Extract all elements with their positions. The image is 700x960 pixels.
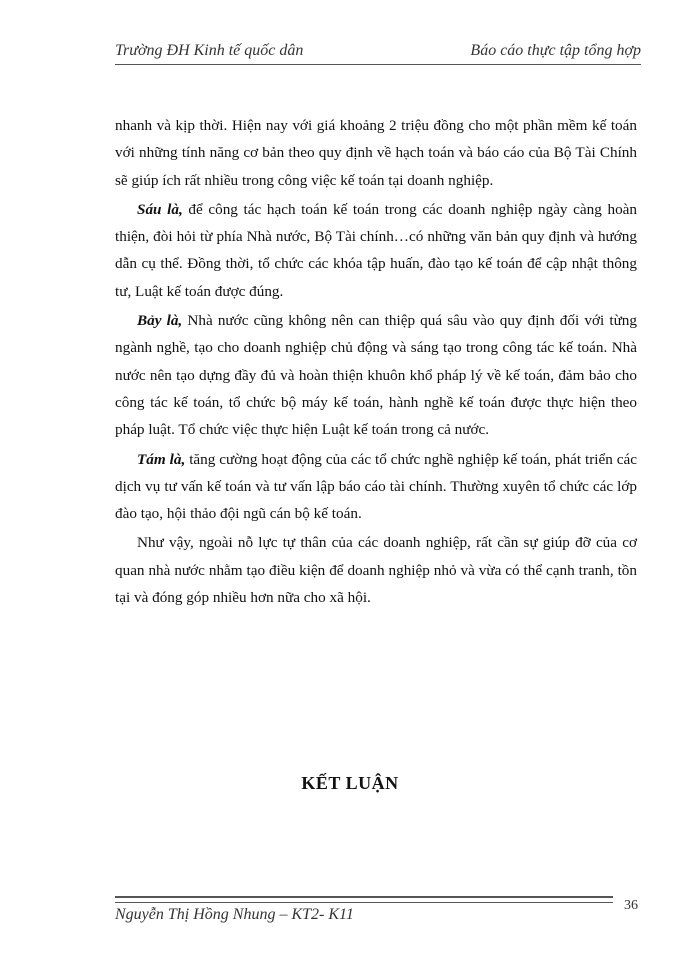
page-header: [115, 40, 641, 64]
paragraph-eighth: [115, 446, 637, 528]
paragraph-text: Như vậy, ngoài nỗ lực tự thân của các doanh nghiệp, rất cần sự giúp đỡ của cơ quan nhà nước nhằm tạo điều kiện để doanh nghiệp nhỏ và vừa có thể cạnh tranh, tồn tại và đóng góp nhiều hơn nữa cho xã hội.: [115, 534, 637, 607]
paragraph-seventh: [115, 307, 637, 443]
footer-divider: [115, 896, 613, 903]
header-school: Trường ĐH Kinh tế quốc dân: [115, 42, 304, 59]
paragraph-text: nhanh và kịp thời. Hiện nay với giá khoảng 2 triệu đồng cho một phần mềm kế toán với những tính năng cơ bản theo quy định về hạch toán và báo cáo của Bộ Tài Chính sẽ giúp ích rất nhiều trong công việc kế toán tại doanh nghiệp.: [115, 117, 637, 189]
footer-author: Nguyễn Thị Hồng Nhung – KT2- K11: [115, 906, 354, 923]
paragraph-continuation: [115, 112, 637, 194]
paragraph-text: tăng cường hoạt động của các tổ chức nghề nghiệp kế toán, phát triển các dịch vụ tư vấn kế toán và tư vấn lập báo cáo tài chính. Thường xuyên tổ chức các lớp đào tạo, hội thảo đội ngũ cán bộ kế toán.: [115, 450, 638, 523]
paragraph-lead: Bảy là,: [137, 312, 183, 330]
paragraph-sixth: [115, 196, 637, 305]
header-divider: [115, 64, 641, 65]
section-title: KẾT LUẬN: [301, 773, 399, 793]
paragraph-text: để công tác hạch toán kế toán trong các doanh nghiệp ngày càng hoàn thiện, đòi hỏi từ phía Nhà nước, Bộ Tài chính…có những văn bản quy định và hướng dẫn cụ thể. Đồng thời, tổ chức các khóa tập huấn, đào tạo kế toán để cập nhật thông tư, Luật kế toán được đúng.: [115, 200, 637, 300]
paragraph-lead: Tám là,: [137, 450, 186, 468]
header-report-title: Báo cáo thực tập tổng hợp: [470, 42, 641, 59]
page-number: 36: [624, 898, 638, 913]
paragraph-text: Nhà nước cũng không nên can thiệp quá sâu vào quy định đối với từng ngành nghề, tạo cho doanh nghiệp chủ động và sáng tạo trong công tác kế toán. Nhà nước nên tạo dựng đầy đủ và hoàn thiện khuôn khổ pháp lý về kế toán, đảm bảo cho công tác kế toán, tổ chức bộ máy kế toán, hành nghề kế toán được thực hiện theo pháp luật. Tổ chức việc thực hiện Luật kế toán trong cả nước.: [115, 312, 637, 439]
paragraph-summary: [115, 529, 637, 611]
document-body: [115, 112, 637, 613]
paragraph-lead: Sáu là,: [137, 200, 183, 218]
